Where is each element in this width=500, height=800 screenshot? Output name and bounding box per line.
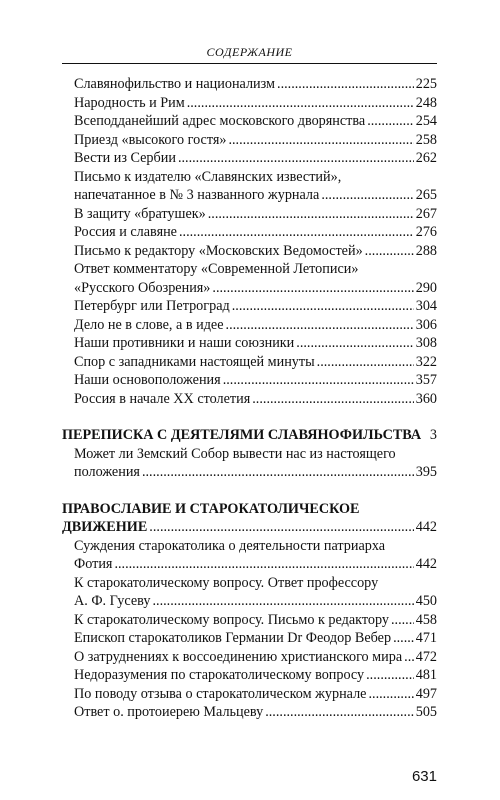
toc-entry-title-line: К старокатолическому вопросу. Ответ профессору (74, 574, 379, 591)
toc-entry-title: Вести из Сербии (74, 150, 176, 166)
toc-entry (62, 703, 437, 722)
toc-entry (62, 242, 437, 261)
dot-leader (187, 94, 414, 113)
section-page-number: 442 (415, 519, 437, 535)
toc-entry (62, 390, 437, 409)
dot-leader (208, 205, 414, 224)
toc-entry-title: А. Ф. Гусеву (74, 593, 151, 609)
toc-entry-title: Ответ о. протоиерею Мальцеву (74, 704, 264, 720)
toc-entry-title: Спор с западниками настоящей минуты (74, 353, 315, 370)
toc-entry-page: 442 (415, 556, 437, 572)
toc-entry-page: 450 (415, 593, 437, 609)
toc-entry (62, 666, 437, 685)
toc-entry-title: напечатанное в № 3 названного журнала (74, 187, 320, 203)
toc-entry-title: Епископ старокатоликов Германии Dr Феодор Вебер (74, 630, 392, 646)
dot-leader (277, 75, 414, 94)
toc-entry-page: 481 (415, 667, 437, 683)
toc-section-3 (62, 537, 437, 722)
toc-entry-page: 288 (415, 242, 437, 259)
toc-entry-page: 258 (415, 131, 437, 148)
toc-entry-page: 276 (415, 224, 437, 240)
toc-entry-page: 357 (415, 372, 437, 388)
toc-entry-page: 262 (415, 150, 437, 166)
toc-entry-title: В защиту «братушек» (74, 205, 206, 222)
toc-entry-page: 254 (415, 113, 437, 129)
dot-leader (142, 463, 414, 482)
toc-entry (62, 685, 437, 704)
dot-leader (223, 371, 414, 390)
section-page-number: 3 (429, 427, 437, 443)
toc-entry-page: 497 (415, 685, 437, 702)
toc-entry-title: Наши основоположения (74, 372, 221, 388)
dot-leader (114, 555, 413, 574)
toc-entry-page: 308 (415, 335, 437, 351)
toc-entry-title: Петербург или Петроград (74, 298, 230, 314)
toc-entry-title: Приезд «высокого гостя» (74, 131, 227, 148)
toc-entry (62, 205, 437, 224)
toc-entry (62, 279, 437, 298)
toc-entry-title: О затруднениях к воссоединению христианского мира (74, 648, 403, 665)
table-of-contents (62, 75, 437, 722)
dot-leader (365, 242, 414, 261)
toc-entry-page: 458 (415, 611, 437, 628)
section-heading-text: ПРАВОСЛАВИЕ И СТАРОКАТОЛИЧЕСКОЕ (62, 500, 360, 517)
dot-leader (178, 149, 414, 168)
toc-entry-title: Россия в начале XX столетия (74, 390, 251, 407)
page-number: 631 (411, 768, 437, 785)
dot-leader (366, 666, 414, 685)
toc-entry (62, 353, 437, 372)
toc-entry-title: Народность и Рим (74, 94, 185, 111)
toc-entry-page: 505 (415, 704, 437, 720)
toc-entry-title: Письмо к редактору «Московских Ведомостей» (74, 242, 363, 259)
toc-entry-page: 322 (415, 353, 437, 370)
toc-entry-page: 395 (415, 464, 437, 480)
toc-entry (62, 629, 437, 648)
toc-entry (62, 316, 437, 335)
toc-entry (62, 463, 437, 482)
dot-leader (296, 334, 413, 353)
dot-leader (179, 223, 414, 242)
dot-leader (404, 648, 414, 667)
toc-entry-title: положения (74, 464, 140, 480)
toc-entry (62, 131, 437, 150)
dot-leader (226, 316, 414, 335)
toc-entry (62, 75, 437, 94)
toc-entry-page: 248 (415, 94, 437, 111)
toc-entry-title-line: Суждения старокатолика о деятельности патриарха (74, 537, 386, 554)
toc-section-1 (62, 75, 437, 408)
toc-entry (62, 611, 437, 630)
dot-leader (368, 685, 413, 704)
toc-entry-page: 267 (415, 205, 437, 222)
toc-entry-page: 265 (415, 187, 437, 203)
toc-entry (62, 112, 437, 131)
toc-entry (62, 648, 437, 667)
toc-entry-title-line: Письмо к издателю «Славянских известий», (74, 168, 342, 185)
dot-leader (393, 629, 414, 648)
toc-entry-page: 472 (415, 648, 437, 665)
toc-entry (62, 297, 437, 316)
toc-entry (62, 334, 437, 353)
toc-entry-title: По поводу отзыва о старокатолическом журнале (74, 685, 367, 702)
header-rule (62, 63, 437, 64)
toc-entry-page: 306 (415, 316, 437, 333)
dot-leader (265, 703, 414, 722)
section-heading-text: ПЕРЕПИСКА С ДЕЯТЕЛЯМИ СЛАВЯНОФИЛЬСТВА (62, 427, 422, 443)
toc-entry-title: К старокатолическому вопросу. Письмо к редактору (74, 611, 389, 628)
section-heading-correspondence (62, 426, 437, 445)
dot-leader (317, 353, 414, 372)
section-heading-orthodoxy-line2 (62, 518, 437, 537)
toc-entry (62, 223, 437, 242)
dot-leader (321, 186, 413, 205)
toc-entry-title-line: Может ли Земский Собор вывести нас из настоящего (74, 445, 396, 462)
toc-entry (62, 186, 437, 205)
toc-entry-page: 360 (415, 390, 437, 407)
dot-leader (232, 297, 414, 316)
toc-entry-title: Россия и славяне (74, 224, 177, 240)
toc-entry-title: «Русского Обозрения» (74, 279, 211, 296)
toc-entry (62, 592, 437, 611)
toc-entry-title: Фотия (74, 556, 113, 572)
toc-entry-page: 225 (415, 76, 437, 92)
toc-entry-title: Дело не в слове, а в идее (74, 316, 224, 333)
toc-entry-title: Наши противники и наши союзники (74, 335, 295, 351)
toc-entry-page: 304 (415, 298, 437, 314)
toc-entry (62, 371, 437, 390)
toc-section-2 (62, 445, 437, 482)
toc-entry-title: Недоразумения по старокатолическому вопросу (74, 667, 365, 683)
dot-leader (391, 611, 414, 630)
dot-leader (228, 131, 413, 150)
dot-leader (152, 592, 413, 611)
toc-entry (62, 149, 437, 168)
toc-entry-title: Всеподданейший адрес московского дворянства (74, 113, 366, 129)
toc-entry (62, 555, 437, 574)
toc-entry-page: 290 (415, 279, 437, 296)
dot-leader (149, 518, 413, 537)
dot-leader (212, 279, 413, 298)
section-heading-orthodoxy-line1 (62, 500, 437, 519)
dot-leader (367, 112, 414, 131)
toc-entry-page: 471 (415, 630, 437, 646)
toc-entry (62, 94, 437, 113)
section-heading-text: ДВИЖЕНИЕ (62, 519, 148, 535)
toc-entry-title-line: Ответ комментатору «Современной Летописи» (74, 261, 359, 277)
dot-leader (252, 390, 413, 409)
running-head: СОДЕРЖАНИЕ (206, 45, 293, 59)
toc-entry-title: Славянофильство и национализм (74, 76, 276, 92)
